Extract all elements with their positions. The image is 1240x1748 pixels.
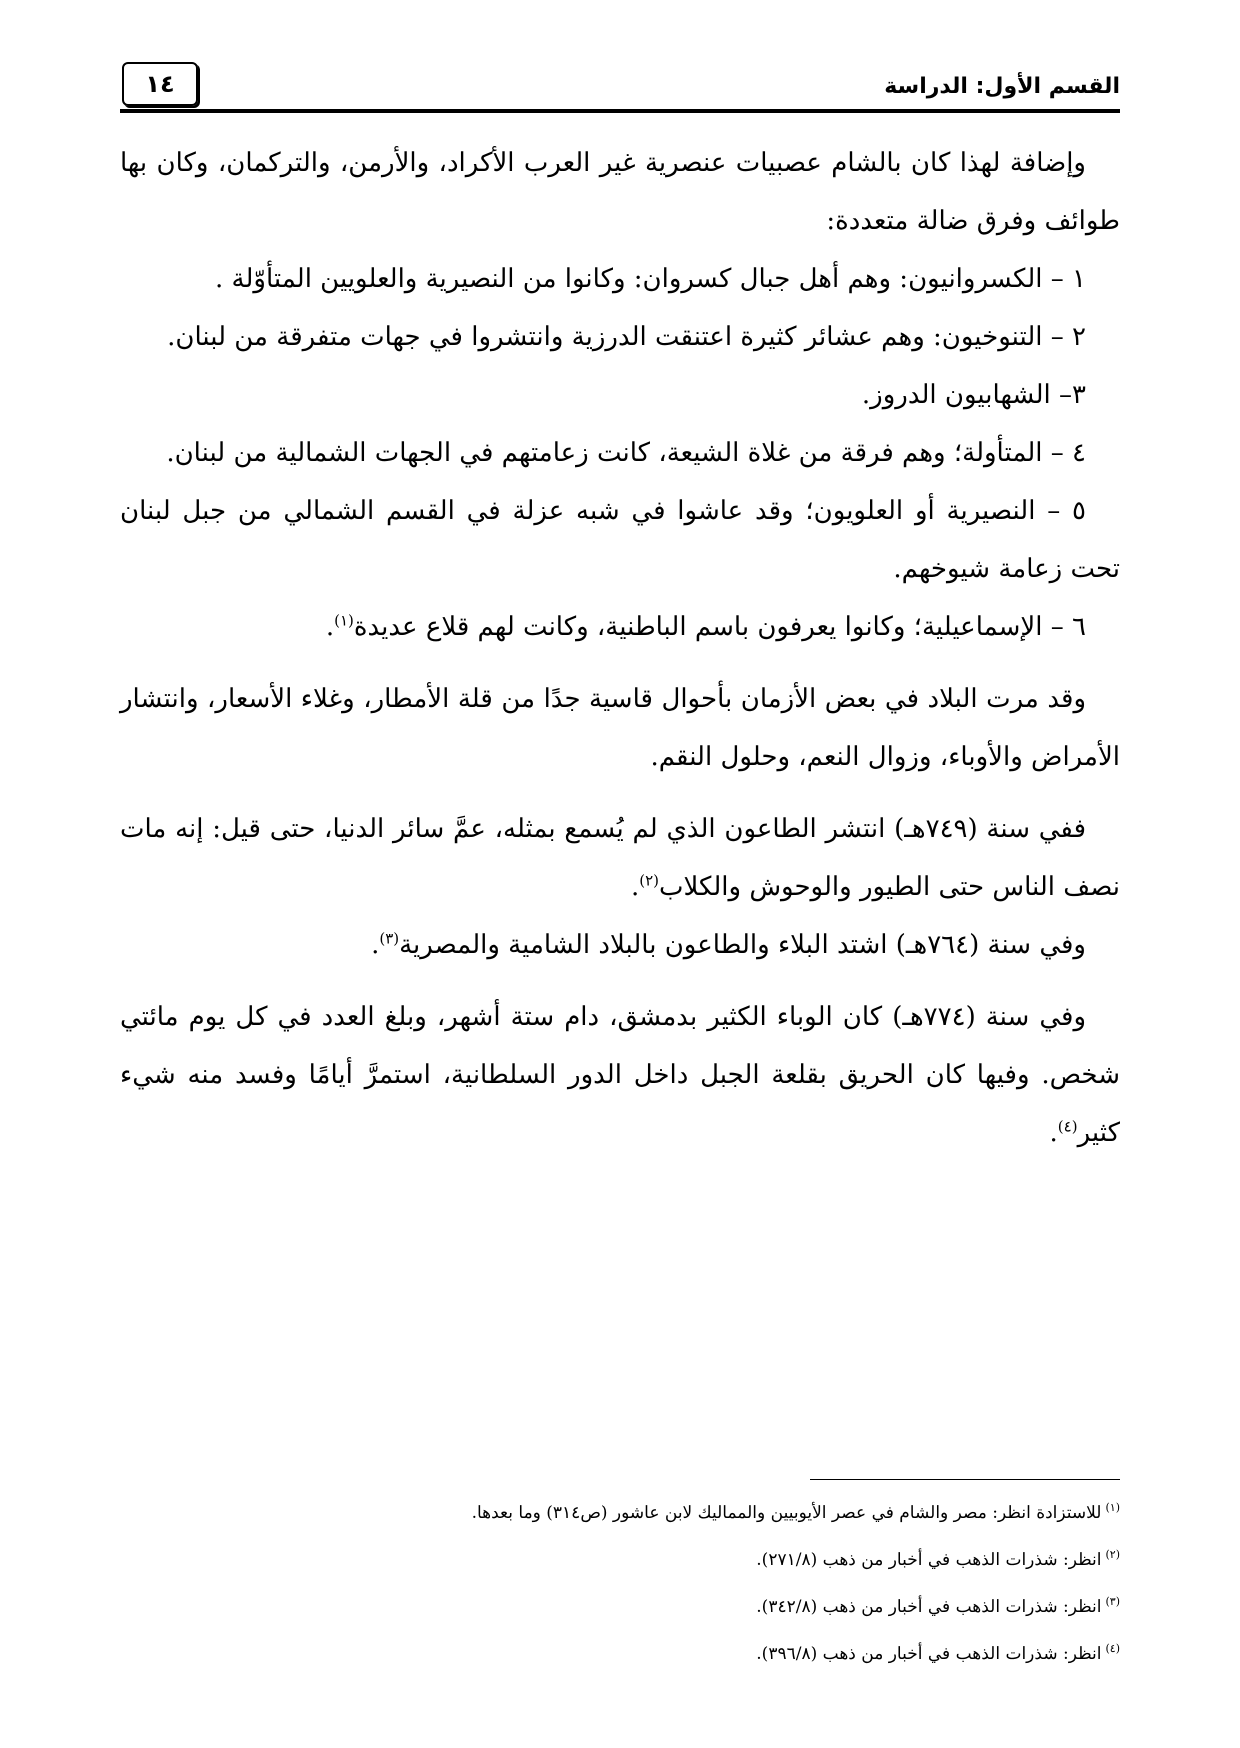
paragraph: وفي سنة (٧٧٤هـ) كان الوباء الكثير بدمشق، دام ستة أشهر، وبلغ العدد في كل يوم مائتي شخص. وفيها كان الحريق بقلعة الجبل داخل الدور السلطانية، استمرَّ أيامًا وفسد منه شيء كثير$^{(٤)}$. — [120, 1002, 1120, 1148]
list-item: ١ – الكسروانيون: وهم أهل جبال كسروان: وكانوا من النصيرية والعلويين المتأوّلة . — [215, 264, 1086, 294]
footnote-ref[interactable]: (٢) — [639, 871, 659, 890]
footnote: $^{(٢)}$انظر: شذرات الذهب في أخبار من ذهب (٢٧١/٨). — [756, 1548, 1120, 1570]
footnote: $^{(٤)}$انظر: شذرات الذهب في أخبار من ذهب (٣٩٦/٨). — [756, 1642, 1120, 1664]
list-item: ٤ – المتأولة؛ وهم فرقة من غلاة الشيعة، كانت زعامتهم في الجهات الشمالية من لبنان. — [166, 438, 1086, 468]
footnote-ref[interactable]: (٣) — [379, 929, 400, 948]
running-title: القسم الأول: الدراسة — [884, 74, 1120, 99]
paragraph: ففي سنة (٧٤٩هـ) انتشر الطاعون الذي لم يُسمع بمثله، عمَّ سائر الدنيا، حتى قيل: إنه مات نصف الناس حتى الطيور والوحوش والكلاب$^{(٢)}$. — [120, 814, 1120, 902]
header-divider — [120, 109, 1120, 113]
footnote-marker: (٢) — [1105, 1548, 1120, 1562]
list-item: ٥ – النصيرية أو العلويون؛ وقد عاشوا في شبه عزلة في القسم الشمالي من جبل لبنان تحت زعامة شيوخهم. — [120, 496, 1120, 584]
footnote-marker: (٣) — [1105, 1595, 1120, 1609]
list-item: ٢ – التنوخيون: وهم عشائر كثيرة اعتنقت الدرزية وانتشروا في جهات متفرقة من لبنان. — [167, 322, 1086, 352]
paragraph: وقد مرت البلاد في بعض الأزمان بأحوال قاسية جدًا من قلة الأمطار، وغلاء الأسعار، وانتشار الأمراض والأوباء، وزوال النعم، وحلول النقم. — [120, 684, 1120, 772]
paragraph: وفي سنة (٧٦٤هـ) اشتد البلاء والطاعون بالبلاد الشامية والمصرية$^{(٣)}$. — [371, 929, 1086, 960]
footnotes — [120, 1490, 1120, 1678]
footnote-ref[interactable]: (٤) — [1057, 1117, 1078, 1136]
list-item: ٦ – الإسماعيلية؛ وكانوا يعرفون باسم الباطنية، وكانت لهم قلاع عديدة$^{(١)}$. — [325, 611, 1086, 642]
footnote-marker: (١) — [1105, 1501, 1120, 1515]
footnote: $^{(٣)}$انظر: شذرات الذهب في أخبار من ذهب (٣٤٢/٨). — [756, 1595, 1120, 1617]
footnote-divider — [810, 1479, 1120, 1480]
sects-list — [120, 250, 1120, 656]
main-text — [120, 134, 1120, 1162]
footnote: $^{(١)}$للاستزادة انظر: مصر والشام في عصر الأيوبيين والمماليك لابن عاشور (ص٣١٤) وما بعدها. — [471, 1501, 1120, 1523]
intro-paragraph: وإضافة لهذا كان بالشام عصبيات عنصرية غير العرب الأكراد، والأرمن، والتركمان، وكان بها طوائف وفرق ضالة متعددة: — [120, 148, 1120, 236]
page-number: ١٤ — [122, 62, 198, 106]
footnote-ref[interactable]: (١) — [334, 611, 354, 630]
list-item: ٣– الشهابيون الدروز. — [861, 380, 1086, 410]
footnote-marker: (٤) — [1105, 1642, 1120, 1656]
